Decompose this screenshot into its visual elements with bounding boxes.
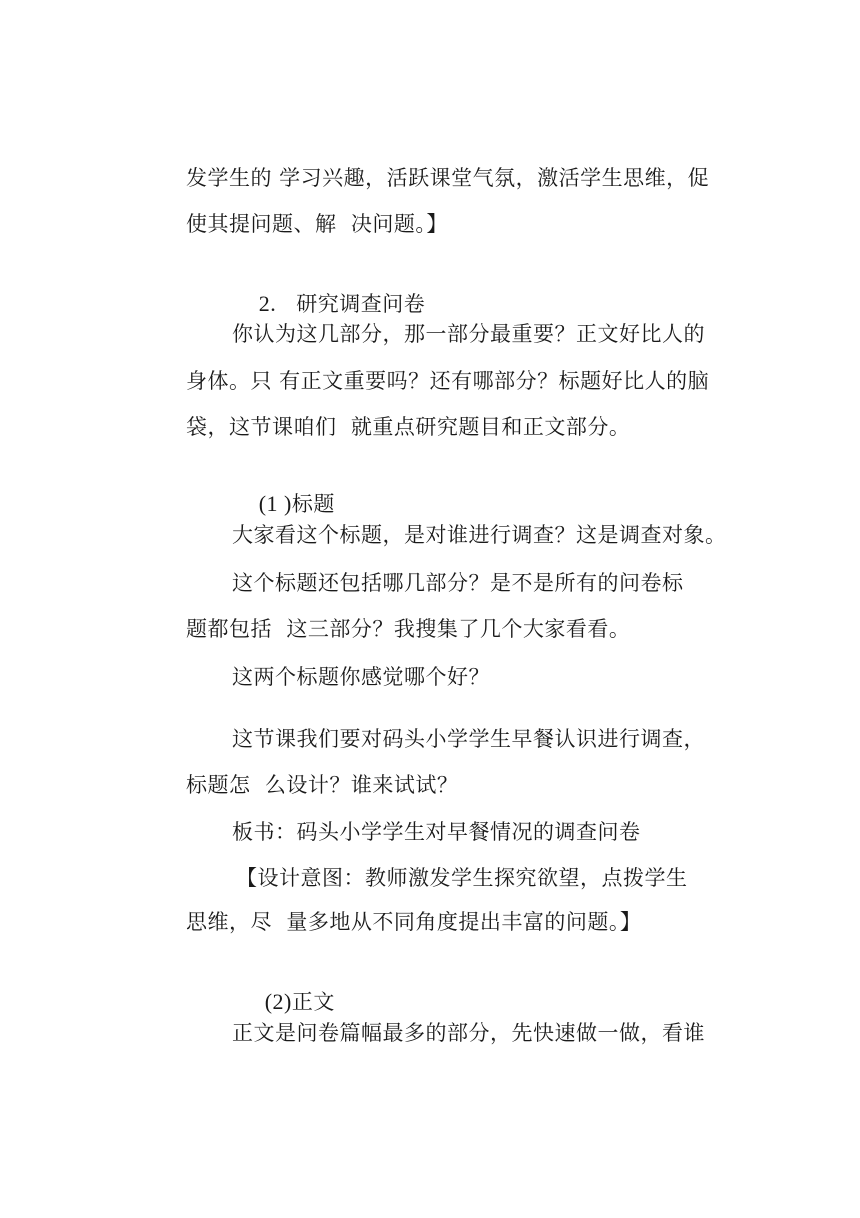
subsection-number: (2) xyxy=(264,989,292,1014)
subsection-number: (1 ) xyxy=(258,491,292,516)
paragraph-line: 题都包括 这三部分？我搜集了几个大家看看。 xyxy=(186,617,631,641)
paragraph-line: 板书：码头小学学生对早餐情况的调查问卷 xyxy=(232,820,641,844)
paragraph-line: 这节课我们要对码头小学学生早餐认识进行调查， xyxy=(232,727,705,751)
paragraph-line: 发学生的 学习兴趣，活跃课堂气氛，激活学生思维，促 xyxy=(186,166,710,190)
paragraph-line: 使其提问题、解 决问题。】 xyxy=(186,212,448,236)
paragraph-line: 标题怎 么设计？谁来试试？ xyxy=(186,773,459,797)
subsection-title: 正文 xyxy=(291,990,335,1014)
paragraph-line: 袋，这节课咱们 就重点研究题目和正文部分。 xyxy=(186,415,631,439)
paragraph-line: 身体。只 有正文重要吗？还有哪部分？标题好比人的脑 xyxy=(186,369,710,393)
subsection-title: 标题 xyxy=(291,492,335,516)
paragraph-line: 这个标题还包括哪几部分？是不是所有的问卷标 xyxy=(232,571,684,595)
paragraph-line: 大家看这个标题，是对谁进行调查？这是调查对象。 xyxy=(232,523,727,547)
paragraph-line: 正文是问卷篇幅最多的部分，先快速做一做，看谁 xyxy=(232,1021,705,1045)
paragraph-line: 这两个标题你感觉哪个好？ xyxy=(232,665,490,689)
paragraph-line: 思维，尽 量多地从不同角度提出丰富的问题。】 xyxy=(186,910,642,934)
paragraph-line: 【设计意图：教师激发学生探究欲望，点拨学生 xyxy=(236,866,688,890)
paragraph-line: 你认为这几部分，那一部分最重要？正文好比人的 xyxy=(232,322,705,346)
section-title: 研究调查问卷 xyxy=(296,292,426,316)
section-number: 2. xyxy=(258,291,277,316)
